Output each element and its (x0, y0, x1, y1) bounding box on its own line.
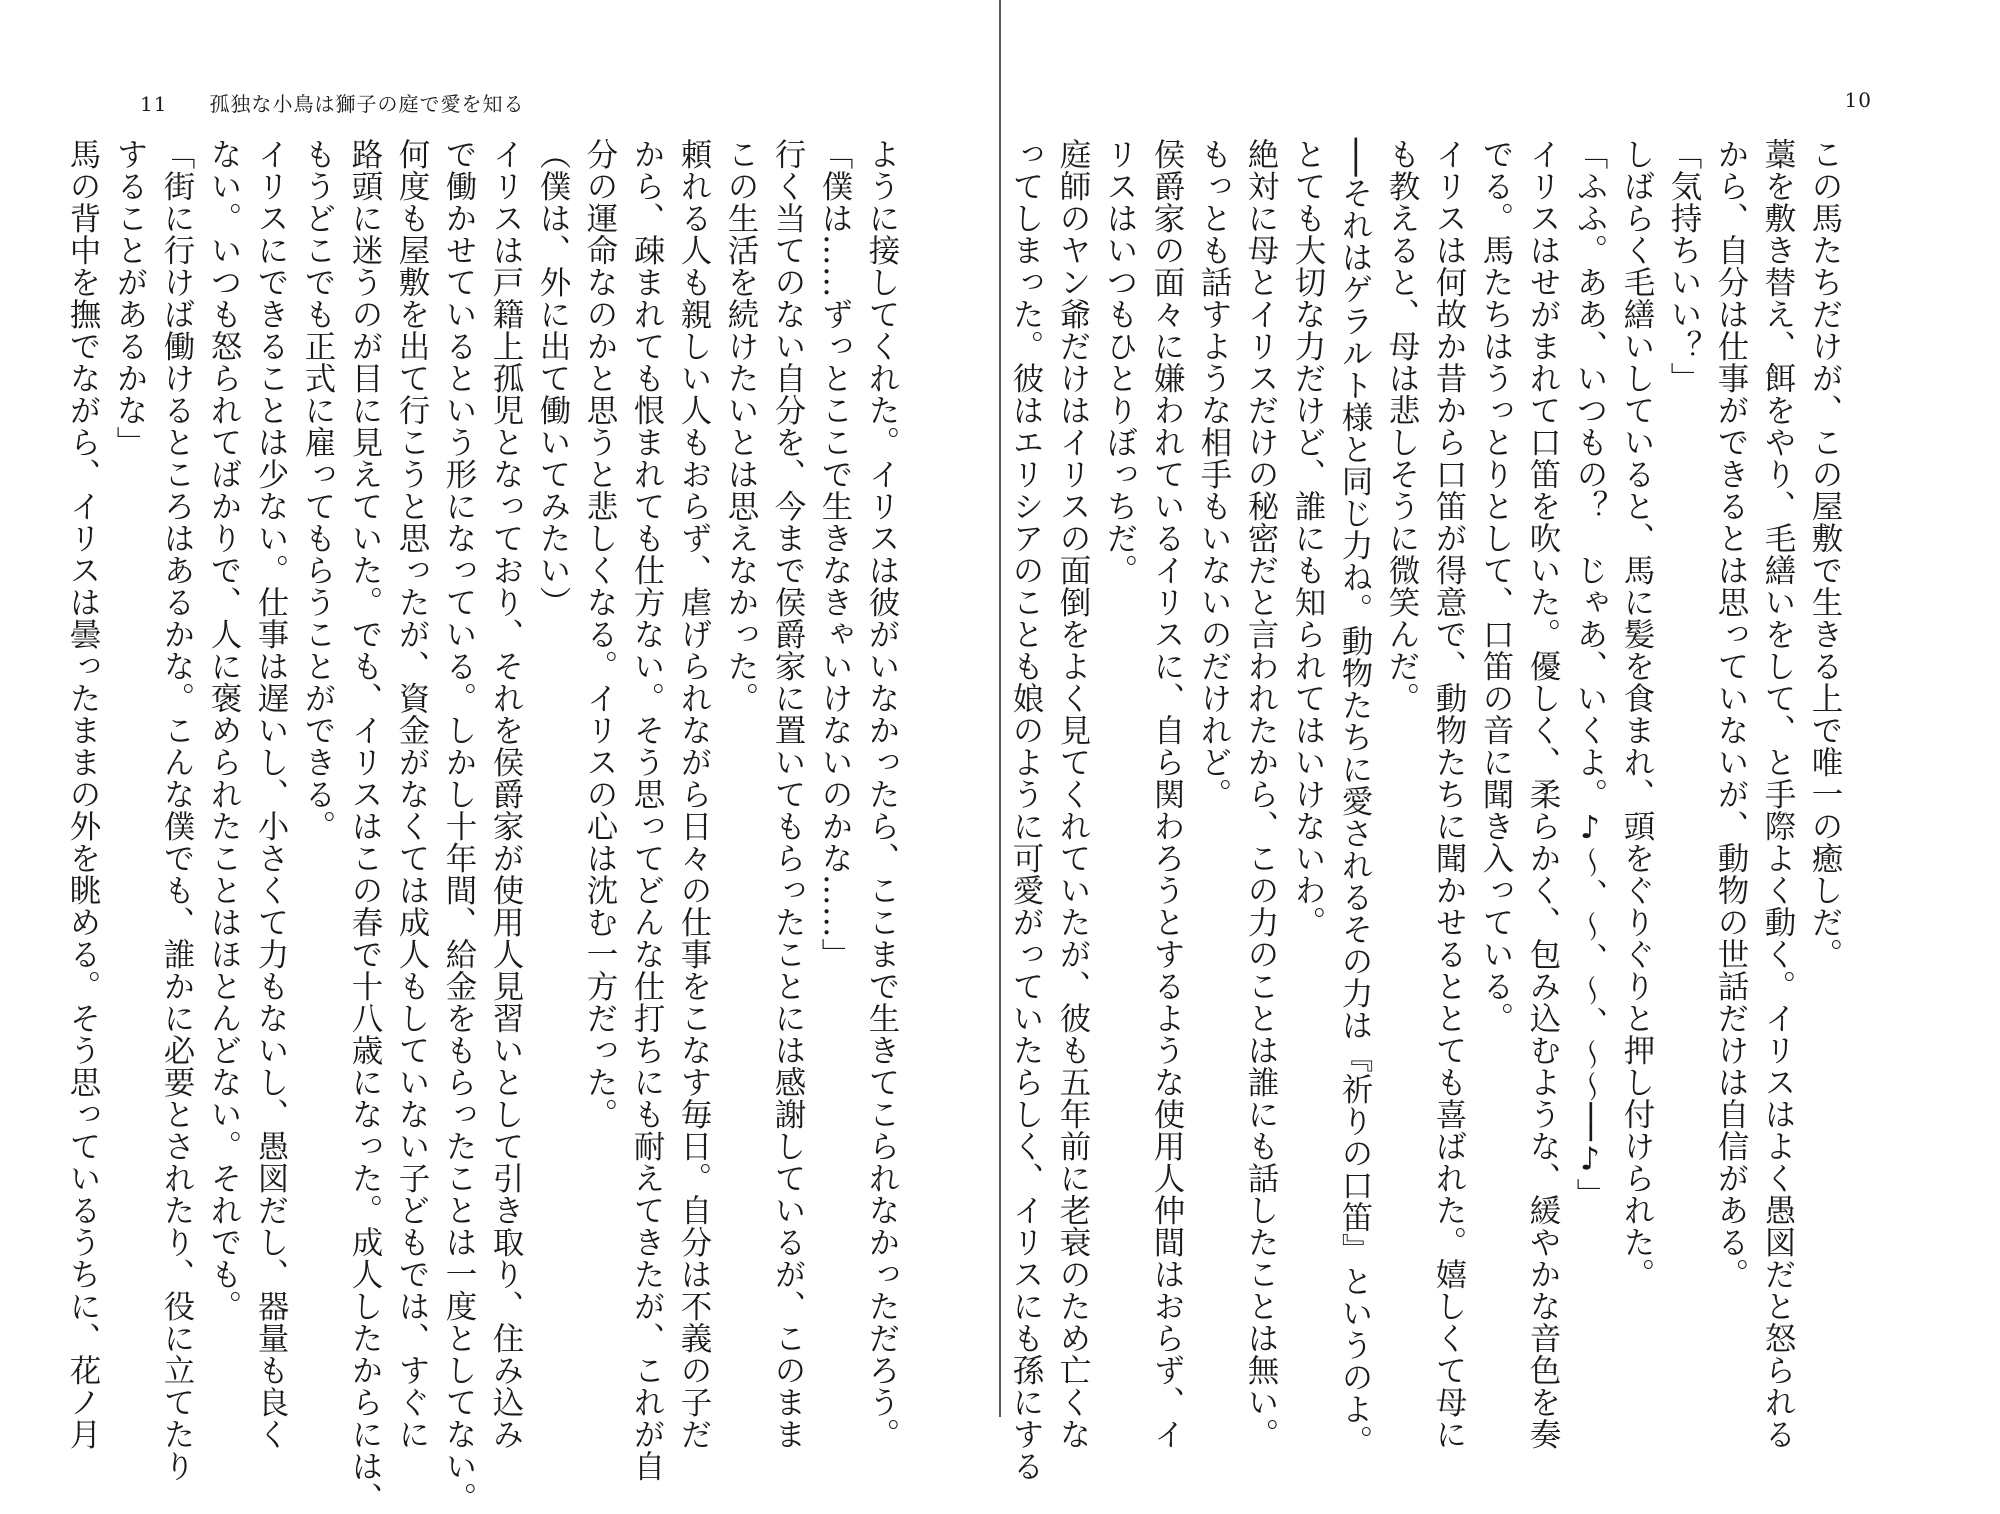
text-line: 「街に行けば働けるところはあるかな。こんな僕でも、誰かに必要とされたり、役に立てたり (159, 138, 195, 1482)
text-line: 路頭に迷うのが目に見えていた。でも、イリスはこの春で十八歳になった。成人したからには、 (347, 138, 383, 1514)
text-line: ってしまった。彼はエリシアのことも娘のように可愛がっていたらしく、イリスにも孫にする (1008, 138, 1044, 1482)
right-page-number: 10 (1844, 88, 1872, 112)
text-line: この馬たちだけが、この屋敷で生きる上で唯一の癒しだ。 (1807, 138, 1843, 970)
text-line: 庭師のヤン爺だけはイリスの面倒をよく見てくれていたが、彼も五年前に老衰のため亡くな (1055, 138, 1091, 1450)
text-line: から、疎まれても恨まれても仕方ない。そう思ってどんな仕打ちにも耐えてきたが、これが自 (629, 138, 665, 1482)
text-line: 「ふふ。ああ、いつもの？ じゃあ、いくよ。♪〜、〜、〜、〜〜──♪」 (1572, 138, 1608, 1210)
text-line: ように接してくれた。イリスは彼がいなかったら、ここまで生きてこられなかっただろう。 (864, 138, 900, 1450)
left-page-number: 11 (140, 92, 168, 116)
text-line: （僕は、外に出て働いてみたい） (535, 138, 571, 618)
text-line: で働かせているという形になっている。しかし十年間、給金をもらったことは一度としてない。 (441, 138, 477, 1514)
text-line: 分の運命なのかと思うと悲しくなる。イリスの心は沈む一方だった。 (582, 138, 618, 1130)
text-line: 藁を敷き替え、餌をやり、毛繕いをして、と手際よく動く。イリスはよく愚図だと怒られる (1760, 138, 1796, 1450)
text-line: しばらく毛繕いしていると、馬に髪を食まれ、頭をぐりぐりと押し付けられた。 (1619, 138, 1655, 1290)
text-line: することがあるかな」 (112, 138, 148, 458)
text-line: 頼れる人も親しい人もおらず、虐げられながら日々の仕事をこなす毎日。自分は不義の子だ (676, 138, 712, 1450)
text-line: でる。馬たちはうっとりとして、口笛の音に聞き入っている。 (1478, 138, 1514, 1034)
right-page (1000, 0, 2000, 1482)
left-page-body (65, 138, 905, 1514)
text-line: イリスは戸籍上孤児となっており、それを侯爵家が使用人見習いとして引き取り、住み込み (488, 138, 524, 1450)
text-line: もうどこでも正式に雇ってもらうことができる。 (300, 138, 336, 842)
text-line: イリスは何故か昔から口笛が得意で、動物たちに聞かせるととても喜ばれた。嬉しくて母に (1431, 138, 1467, 1450)
text-line: 「気持ちいい？」 (1666, 138, 1702, 394)
text-line: 何度も屋敷を出て行こうと思ったが、資金がなくては成人もしていない子どもでは、すぐに (394, 138, 430, 1450)
right-page-body (1008, 138, 1848, 1482)
text-line: イリスにできることは少ない。仕事は遅いし、小さくて力もないし、愚図だし、器量も良く (253, 138, 289, 1450)
right-page-header (1845, 88, 1872, 112)
text-line: とても大切な力だけど、誰にも知られてはいけないわ。 (1290, 138, 1326, 938)
text-line: 行く当てのない自分を、今まで侯爵家に置いてもらったことには感謝しているが、このまま (770, 138, 806, 1450)
text-line: イリスはせがまれて口笛を吹いた。優しく、柔らかく、包み込むような、緩やかな音色を奏 (1525, 138, 1561, 1450)
left-page-header (140, 88, 524, 117)
text-line: この生活を続けたいとは思えなかった。 (723, 138, 759, 714)
text-line: 「僕は……ずっとここで生きなきゃいけないのかな……」 (817, 138, 853, 970)
text-line: ない。いつも怒られてばかりで、人に褒められたことはほとんどない。それでも。 (206, 138, 242, 1322)
text-line: も教えると、母は悲しそうに微笑んだ。 (1384, 138, 1420, 714)
text-line: リスはいつもひとりぼっちだ。 (1102, 138, 1138, 586)
text-line: 絶対に母とイリスだけの秘密だと言われたから、この力のことは誰にも話したことは無い。 (1243, 138, 1279, 1450)
text-line: ──それはゲラルト様と同じ力ね。動物たちに愛されるその力は『祈りの口笛』というのよ。 (1337, 138, 1373, 1457)
text-line: 馬の背中を撫でながら、イリスは曇ったままの外を眺める。そう思っているうちに、花ノ月 (65, 138, 101, 1450)
text-line: もっとも話すような相手もいないのだけれど。 (1196, 138, 1232, 810)
running-title: 孤独な小鳥は獅子の庭で愛を知る (209, 92, 525, 116)
text-line: から、自分は仕事ができるとは思っていないが、動物の世話だけは自信がある。 (1713, 138, 1749, 1290)
text-line: 侯爵家の面々に嫌われているイリスに、自ら関わろうとするような使用人仲間はおらず、イ (1149, 138, 1185, 1450)
